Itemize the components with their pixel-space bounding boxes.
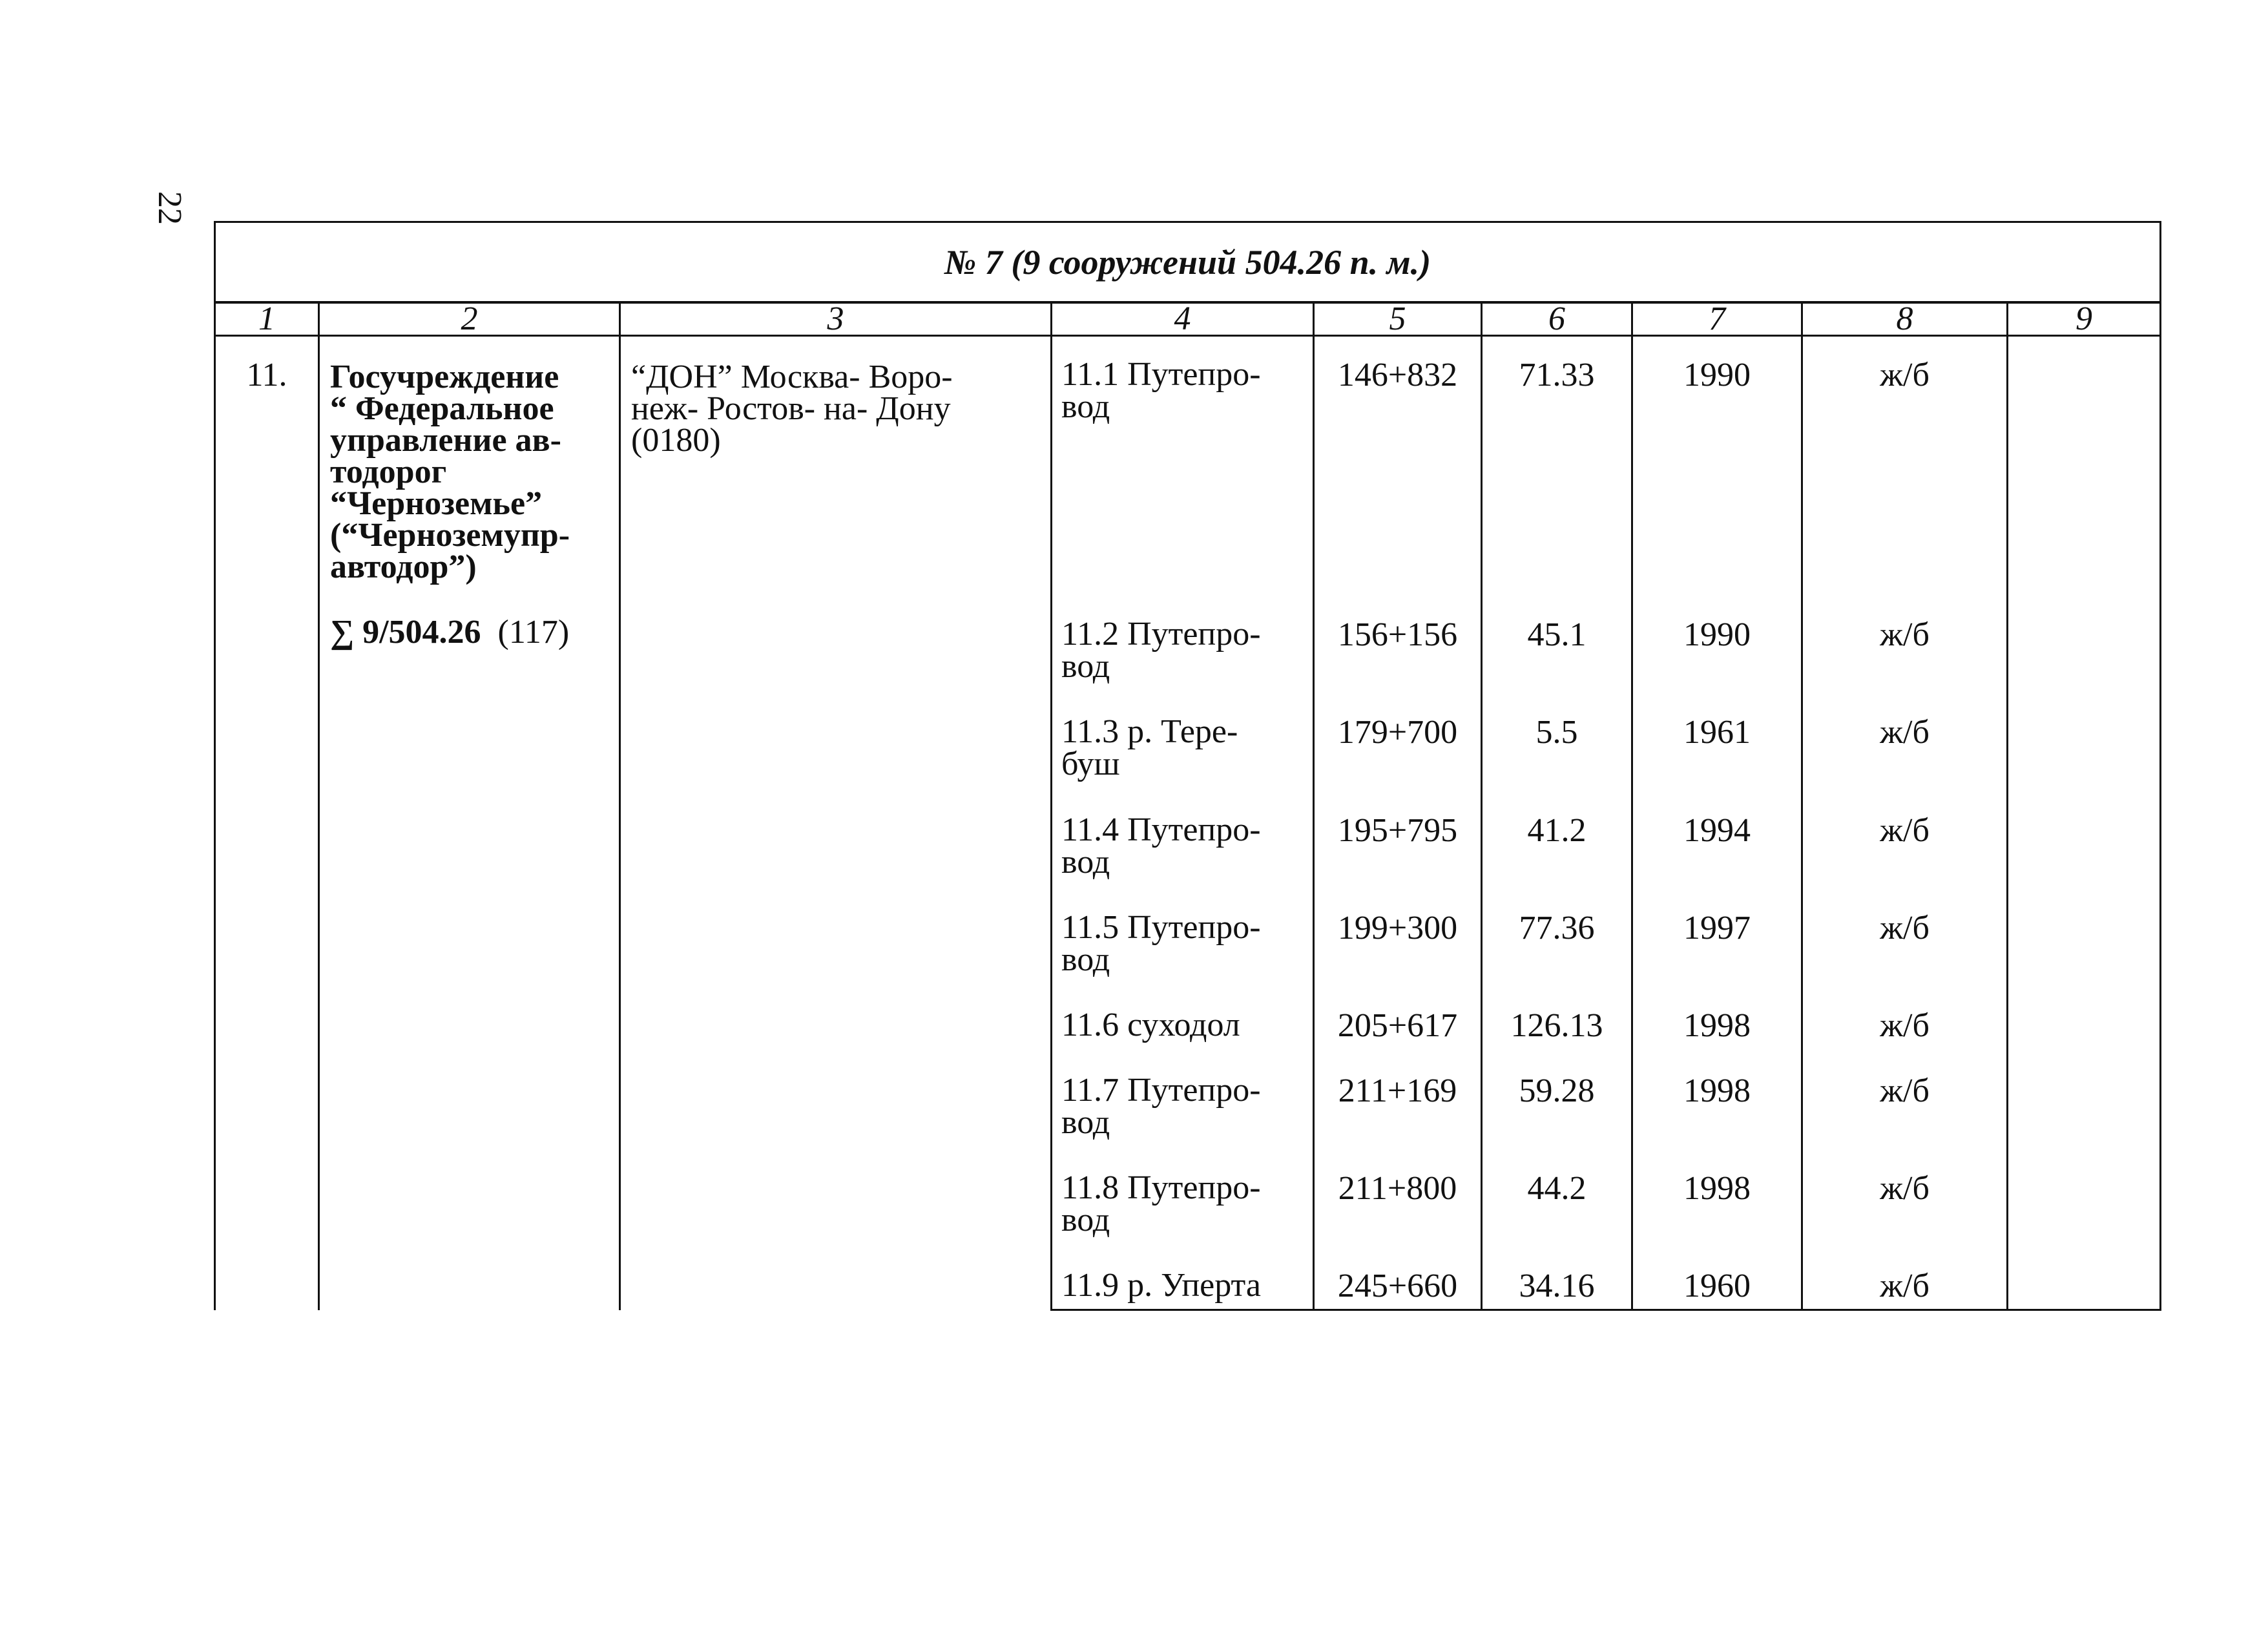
year-value: 1997	[1632, 912, 1802, 1009]
structure-name: 11.2 Путепро- вод	[1052, 618, 1314, 716]
length-value: 71.33	[1482, 336, 1632, 618]
material-value: ж/б	[1802, 814, 2008, 912]
extra-value	[2008, 1172, 2161, 1269]
year-value: 1998	[1632, 1172, 1802, 1269]
structure-name: 11.4 Путепро- вод	[1052, 814, 1314, 912]
km-value: 195+795	[1314, 814, 1482, 912]
column-number: 2	[319, 302, 620, 336]
road-line: (0180)	[631, 422, 721, 459]
year-value: 1960	[1632, 1269, 1802, 1310]
page-number: 22	[151, 191, 188, 225]
structure-name: 11.6 суходол	[1052, 1009, 1314, 1074]
year-value: 1998	[1632, 1009, 1802, 1074]
extra-value	[2008, 618, 2161, 716]
structure-name: 11.5 Путепро- вод	[1052, 912, 1314, 1009]
organization-line: тодорог	[330, 454, 447, 491]
column-number: 7	[1632, 302, 1802, 336]
road-cell	[620, 336, 1052, 1310]
road-line: “ДОН” Москва- Воро-	[631, 359, 953, 396]
material-value: ж/б	[1802, 1269, 2008, 1310]
length-value: 77.36	[1482, 912, 1632, 1009]
year-value: 1994	[1632, 814, 1802, 912]
organization-line: Госучреждение	[330, 359, 559, 396]
organization-line: автодор”)	[330, 548, 477, 586]
column-number: 6	[1482, 302, 1632, 336]
structure-name: 11.8 Путепро- вод	[1052, 1172, 1314, 1269]
organization-line: (“Черноземупр-	[330, 517, 570, 554]
material-value: ж/б	[1802, 618, 2008, 716]
organization-cell	[319, 336, 620, 1310]
length-value: 5.5	[1482, 716, 1632, 813]
year-value: 1990	[1632, 618, 1802, 716]
material-value: ж/б	[1802, 336, 2008, 618]
km-value: 205+617	[1314, 1009, 1482, 1074]
km-value: 146+832	[1314, 336, 1482, 618]
sum-note: (117)	[497, 614, 570, 651]
structures-table	[214, 221, 2161, 1311]
extra-value	[2008, 814, 2161, 912]
length-value: 45.1	[1482, 618, 1632, 716]
year-value: 1961	[1632, 716, 1802, 813]
extra-value	[2008, 1269, 2161, 1310]
column-number: 1	[215, 302, 319, 336]
length-value: 126.13	[1482, 1009, 1632, 1074]
column-number: 4	[1052, 302, 1314, 336]
material-value: ж/б	[1802, 1009, 2008, 1074]
structure-name: 11.7 Путепро- вод	[1052, 1074, 1314, 1172]
extra-value	[2008, 1009, 2161, 1074]
year-value: 1990	[1632, 336, 1802, 618]
length-value: 44.2	[1482, 1172, 1632, 1269]
organization-line: “ Федеральное	[330, 390, 554, 428]
year-value: 1998	[1632, 1074, 1802, 1172]
km-value: 199+300	[1314, 912, 1482, 1009]
material-value: ж/б	[1802, 716, 2008, 813]
sum-value: ∑ 9/504.26	[330, 614, 481, 651]
structure-name: 11.9 р. Уперта	[1052, 1269, 1314, 1310]
organization-line: управление ав-	[330, 422, 561, 459]
column-number: 9	[2008, 302, 2161, 336]
km-value: 245+660	[1314, 1269, 1482, 1310]
column-number: 8	[1802, 302, 2008, 336]
table-row	[215, 336, 2161, 618]
extra-value	[2008, 336, 2161, 618]
column-number: 3	[620, 302, 1052, 336]
km-value: 211+169	[1314, 1074, 1482, 1172]
length-value: 34.16	[1482, 1269, 1632, 1310]
structure-name: 11.3 р. Тере- буш	[1052, 716, 1314, 813]
material-value: ж/б	[1802, 1074, 2008, 1172]
table-title-row	[215, 222, 2161, 303]
extra-value	[2008, 912, 2161, 1009]
table-title: № 7 (9 сооружений 504.26 п. м.)	[215, 222, 2161, 303]
extra-value	[2008, 1074, 2161, 1172]
road-line: неж- Ростов- на- Дону	[631, 390, 951, 428]
structure-name: 11.1 Путепро- вод	[1052, 336, 1314, 618]
material-value: ж/б	[1802, 912, 2008, 1009]
km-value: 211+800	[1314, 1172, 1482, 1269]
organization-line: “Черноземье”	[330, 485, 543, 523]
extra-value	[2008, 716, 2161, 813]
material-value: ж/б	[1802, 1172, 2008, 1269]
km-value: 156+156	[1314, 618, 1482, 716]
column-number: 5	[1314, 302, 1482, 336]
km-value: 179+700	[1314, 716, 1482, 813]
length-value: 59.28	[1482, 1074, 1632, 1172]
length-value: 41.2	[1482, 814, 1632, 912]
group-index: 11.	[215, 336, 319, 1310]
sum-line	[330, 614, 610, 651]
column-number-row	[215, 302, 2161, 336]
